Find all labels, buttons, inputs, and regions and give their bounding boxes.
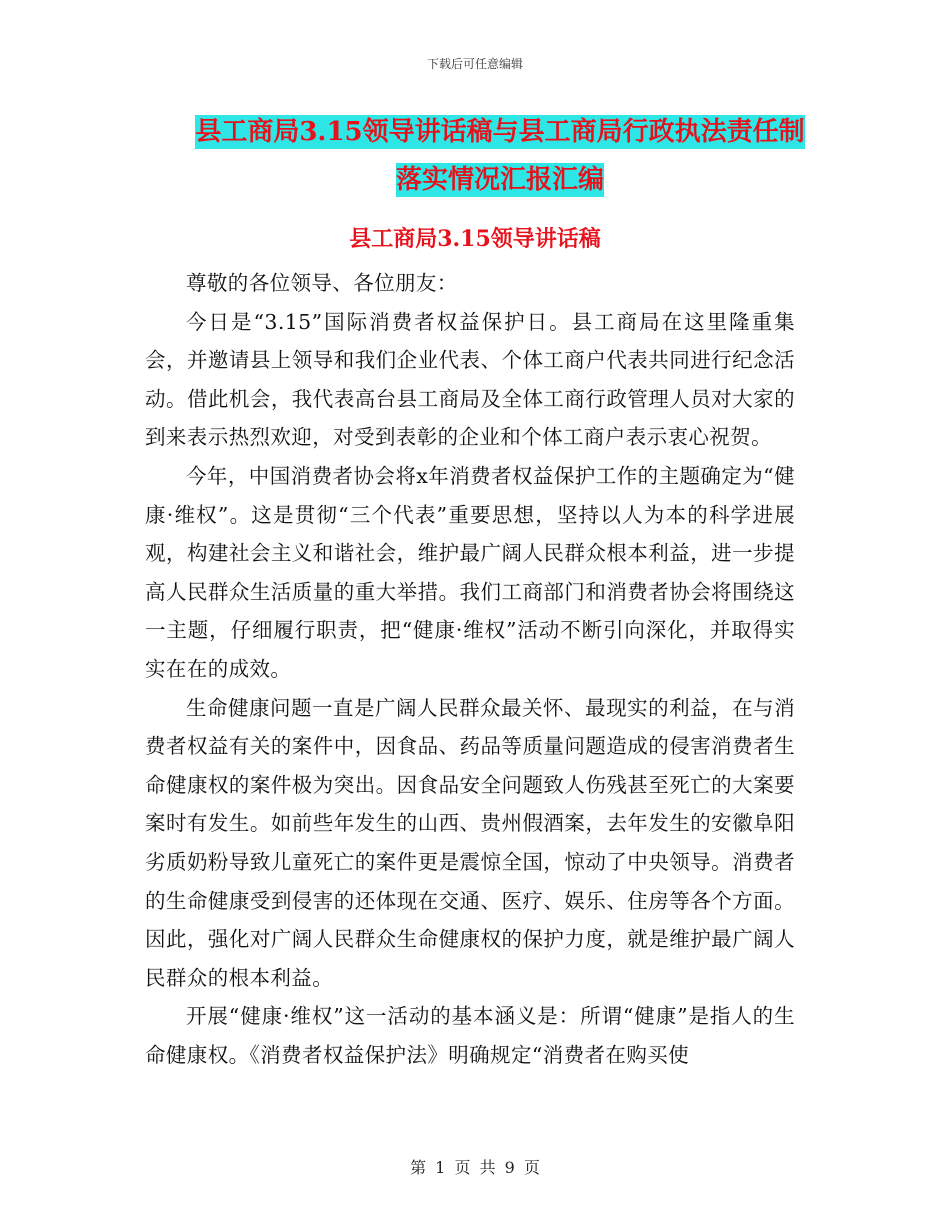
header-note: 下载后可任意编辑 <box>426 57 523 71</box>
document-title-line-2: 落实情况汇报汇编 <box>395 165 604 195</box>
document-body <box>145 264 795 1074</box>
footer-mid: 页 共 <box>454 1158 496 1177</box>
paragraph-salutation: 尊敬的各位领导、各位朋友： <box>186 271 458 295</box>
section-title: 县工商局3.15领导讲话稿 <box>349 226 601 252</box>
paragraph: 开展“健康·维权”这一活动的基本涵义是：所谓“健康”是指人的生命健康权。《消费者权益保护法》明确规定“消费者在购买使 <box>145 1004 795 1067</box>
document-title <box>120 108 880 204</box>
page-footer <box>0 1155 950 1178</box>
current-page-number: 1 <box>435 1158 446 1177</box>
footer-suffix: 页 <box>523 1158 540 1177</box>
document-title-line-1: 县工商局3.15领导讲话稿与县工商局行政执法责任制 <box>195 117 805 147</box>
paragraph: 今日是“3.15”国际消费者权益保护日。县工商局在这里隆重集会，并邀请县上领导和我们企业代表、个体工商户代表共同进行纪念活动。借此机会，我代表高台县工商局及全体工商行政管理人员对大家的到来表示热烈欢迎，对受到表彰的企业和个体工商户表示衷心祝贺。 <box>145 309 795 450</box>
footer-prefix: 第 <box>410 1158 427 1177</box>
paragraph: 生命健康问题一直是广阔人民群众最关怀、最现实的利益，在与消费者权益有关的案件中，因食品、药品等质量问题造成的侵害消费者生命健康权的案件极为突出。因食品安全问题致人伤残甚至死亡的大案要案时有发生。如前些年发生的山西、贵州假酒案，去年发生的安徽阜阳劣质奶粉导致儿童死亡的案件更是震惊全国，惊动了中央领导。消费者的生命健康受到侵害的还体现在交通、医疗、娱乐、住房等各个方面。因此，强化对广阔人民群众生命健康权的保护力度，就是维护最广阔人民群众的根本利益。 <box>145 695 795 990</box>
total-page-count: 9 <box>504 1158 515 1177</box>
paragraph: 今年，中国消费者协会将x年消费者权益保护工作的主题确定为“健康·维权”。这是贯彻“三个代表”重要思想，坚持以人为本的科学进展观，构建社会主义和谐社会，维护最广阔人民群众根本利益，进一步提高人民群众生活质量的重大举措。我们工商部门和消费者协会将围绕这一主题，仔细履行职责，把“健康·维权”活动不断引向深化，并取得实实在在的成效。 <box>145 463 795 681</box>
